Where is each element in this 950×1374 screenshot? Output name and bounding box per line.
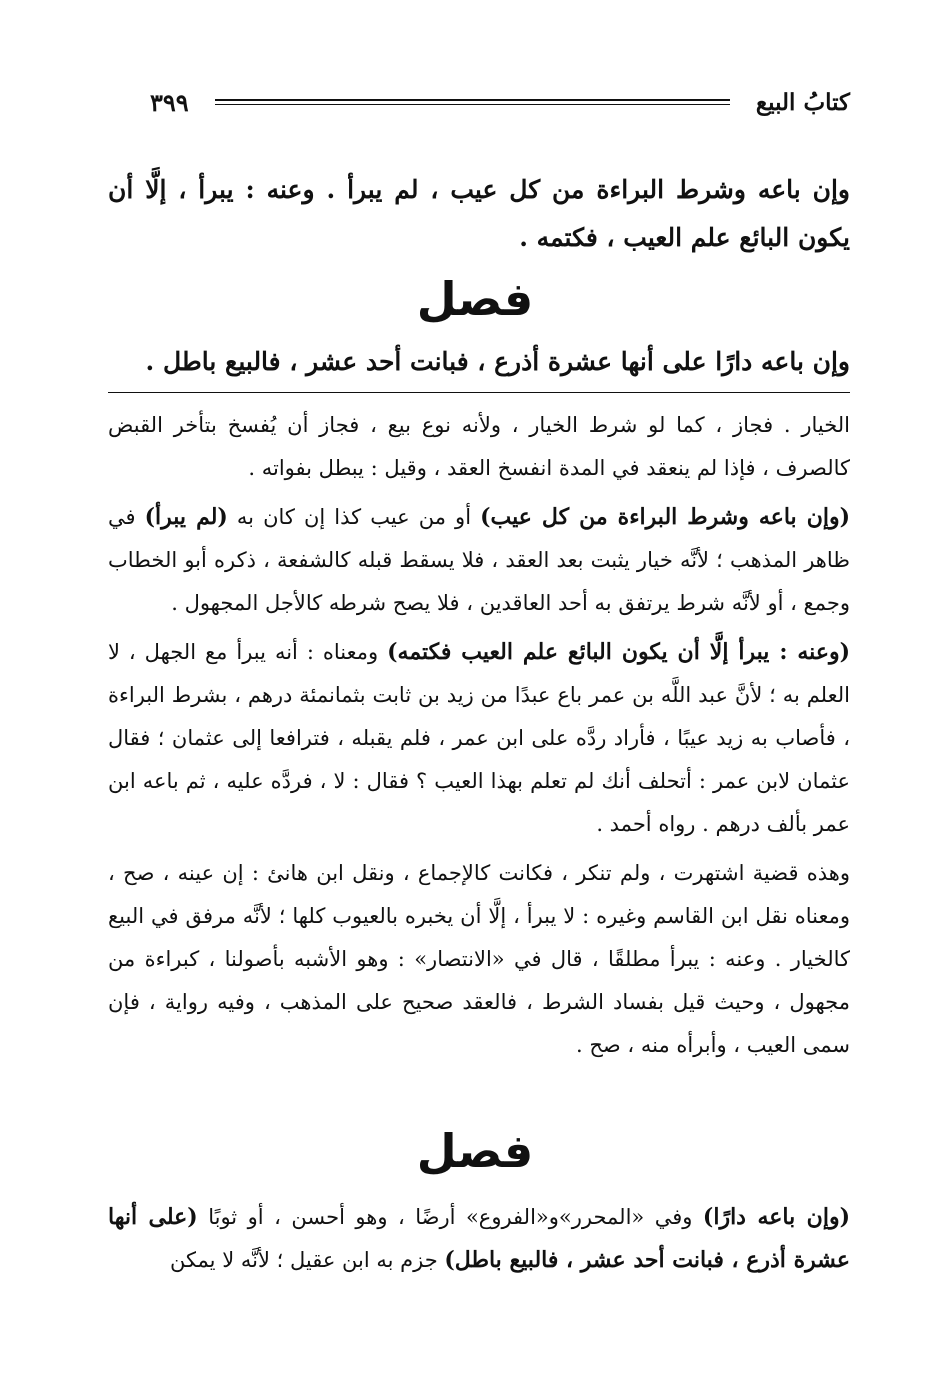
commentary-text: أو من عيب كذا إن كان به	[227, 505, 481, 529]
matn-section-1	[108, 338, 850, 393]
commentary-block-2	[108, 1196, 850, 1288]
commentary-text: ومعناه : أنه يبرأ مع الجهل ، لا العلم به ؛ لأنَّ عبد اللَّه بن عمر باع عبدًا من زيد بن ثابت بثمانمئة درهم ، بشرط البراءة ، فأصاب به زيد عيبًا ، فأراد ردَّه على ابن عمر ، فلم يقبله ، فترافعا إلى عثمان ؛ فقال عثمان لابن عمر : أتحلف أنك لم تعلم بهذا العيب ؟ فقال : لا ، فردَّه عليه ، ثم باعه ابن عمر بألف درهم . رواه أحمد .	[108, 640, 850, 836]
section-heading-1: فصل	[416, 272, 534, 326]
commentary-paragraph-3	[108, 631, 850, 846]
page-number: ٣٩٩	[150, 87, 189, 117]
matn-quote: (على أنها عشرة أذرع ، فبانت أحد عشر ، فالبيع باطل)	[108, 1204, 850, 1273]
section-heading-2: فصل	[416, 1124, 534, 1178]
commentary-paragraph-2	[108, 496, 850, 625]
header-rule	[215, 99, 730, 105]
commentary-text: وفي «المحرر»و«الفروع» أرضًا ، وهو أحسن ، أو ثوبًا	[197, 1205, 703, 1229]
matn-quote: (وعنه : يبرأ إلَّا أن يكون البائع علم العيب فكتمه)	[387, 639, 850, 665]
page-header	[150, 82, 850, 122]
commentary-paragraph-4: وهذه قضية اشتهرت ، ولم تنكر ، فكانت كالإجماع ، ونقل ابن هانئ : إن عينه ، صح ، ومعناه نقل ابن القاسم وغيره : لا يبرأ ، إلَّا أن يخبره بالعيوب كلها ؛ لأنَّه مرفق في البيع كالخيار . وعنه : يبرأ مطلقًا ، قال في «الانتصار» : وهو الأشبه بأصولنا ، كبراءة من مجهول ، وحيث قيل بفساد الشرط ، فالعقد صحيح على المذهب ، وفيه رواية ، فإن سمى العيب ، وأبرأه منه ، صح .	[108, 861, 850, 1057]
matn-top	[108, 166, 850, 262]
running-title: كتابُ البيع	[755, 88, 850, 116]
commentary-paragraph-1: الخيار . فجاز ، كما لو شرط الخيار ، ولأنه نوع بيع ، فجاز أن يُفسخ بتأخر القبض كالصرف ، فإذا لم ينعقد في المدة انفسخ العقد ، وقيل : يبطل بفواته .	[108, 413, 850, 480]
matn-quote: (وإن باعه وشرط البراءة من كل عيب)	[480, 504, 850, 530]
commentary-block-1	[108, 404, 850, 1073]
matn-top-text: وإن باعه وشرط البراءة من كل عيب ، لم يبرأ . وعنه : يبرأ ، إلَّا أن يكون البائع علم العيب ، فكتمه .	[108, 175, 850, 252]
commentary-text: في ظاهر المذهب ؛ لأنَّه خيار يثبت بعد العقد ، فلا يسقط قبله كالشفعة ، ذكره أبو الخطاب وجمع ، أو لأنَّه شرط يرتفق به أحد العاقدين ، فلا يصح شرطه كالأجل المجهول .	[108, 505, 850, 615]
matn-quote: (لم يبرأ)	[144, 504, 228, 530]
matn-quote: (وإن باعه دارًا)	[702, 1204, 850, 1230]
matn-section-1-text: وإن باعه دارًا على أنها عشرة أذرع ، فبانت أحد عشر ، فالبيع باطل .	[108, 338, 850, 393]
commentary-text: جزم به ابن عقيل ؛ لأنَّه لا يمكن	[169, 1248, 445, 1272]
commentary-paragraph-5	[108, 1196, 850, 1282]
